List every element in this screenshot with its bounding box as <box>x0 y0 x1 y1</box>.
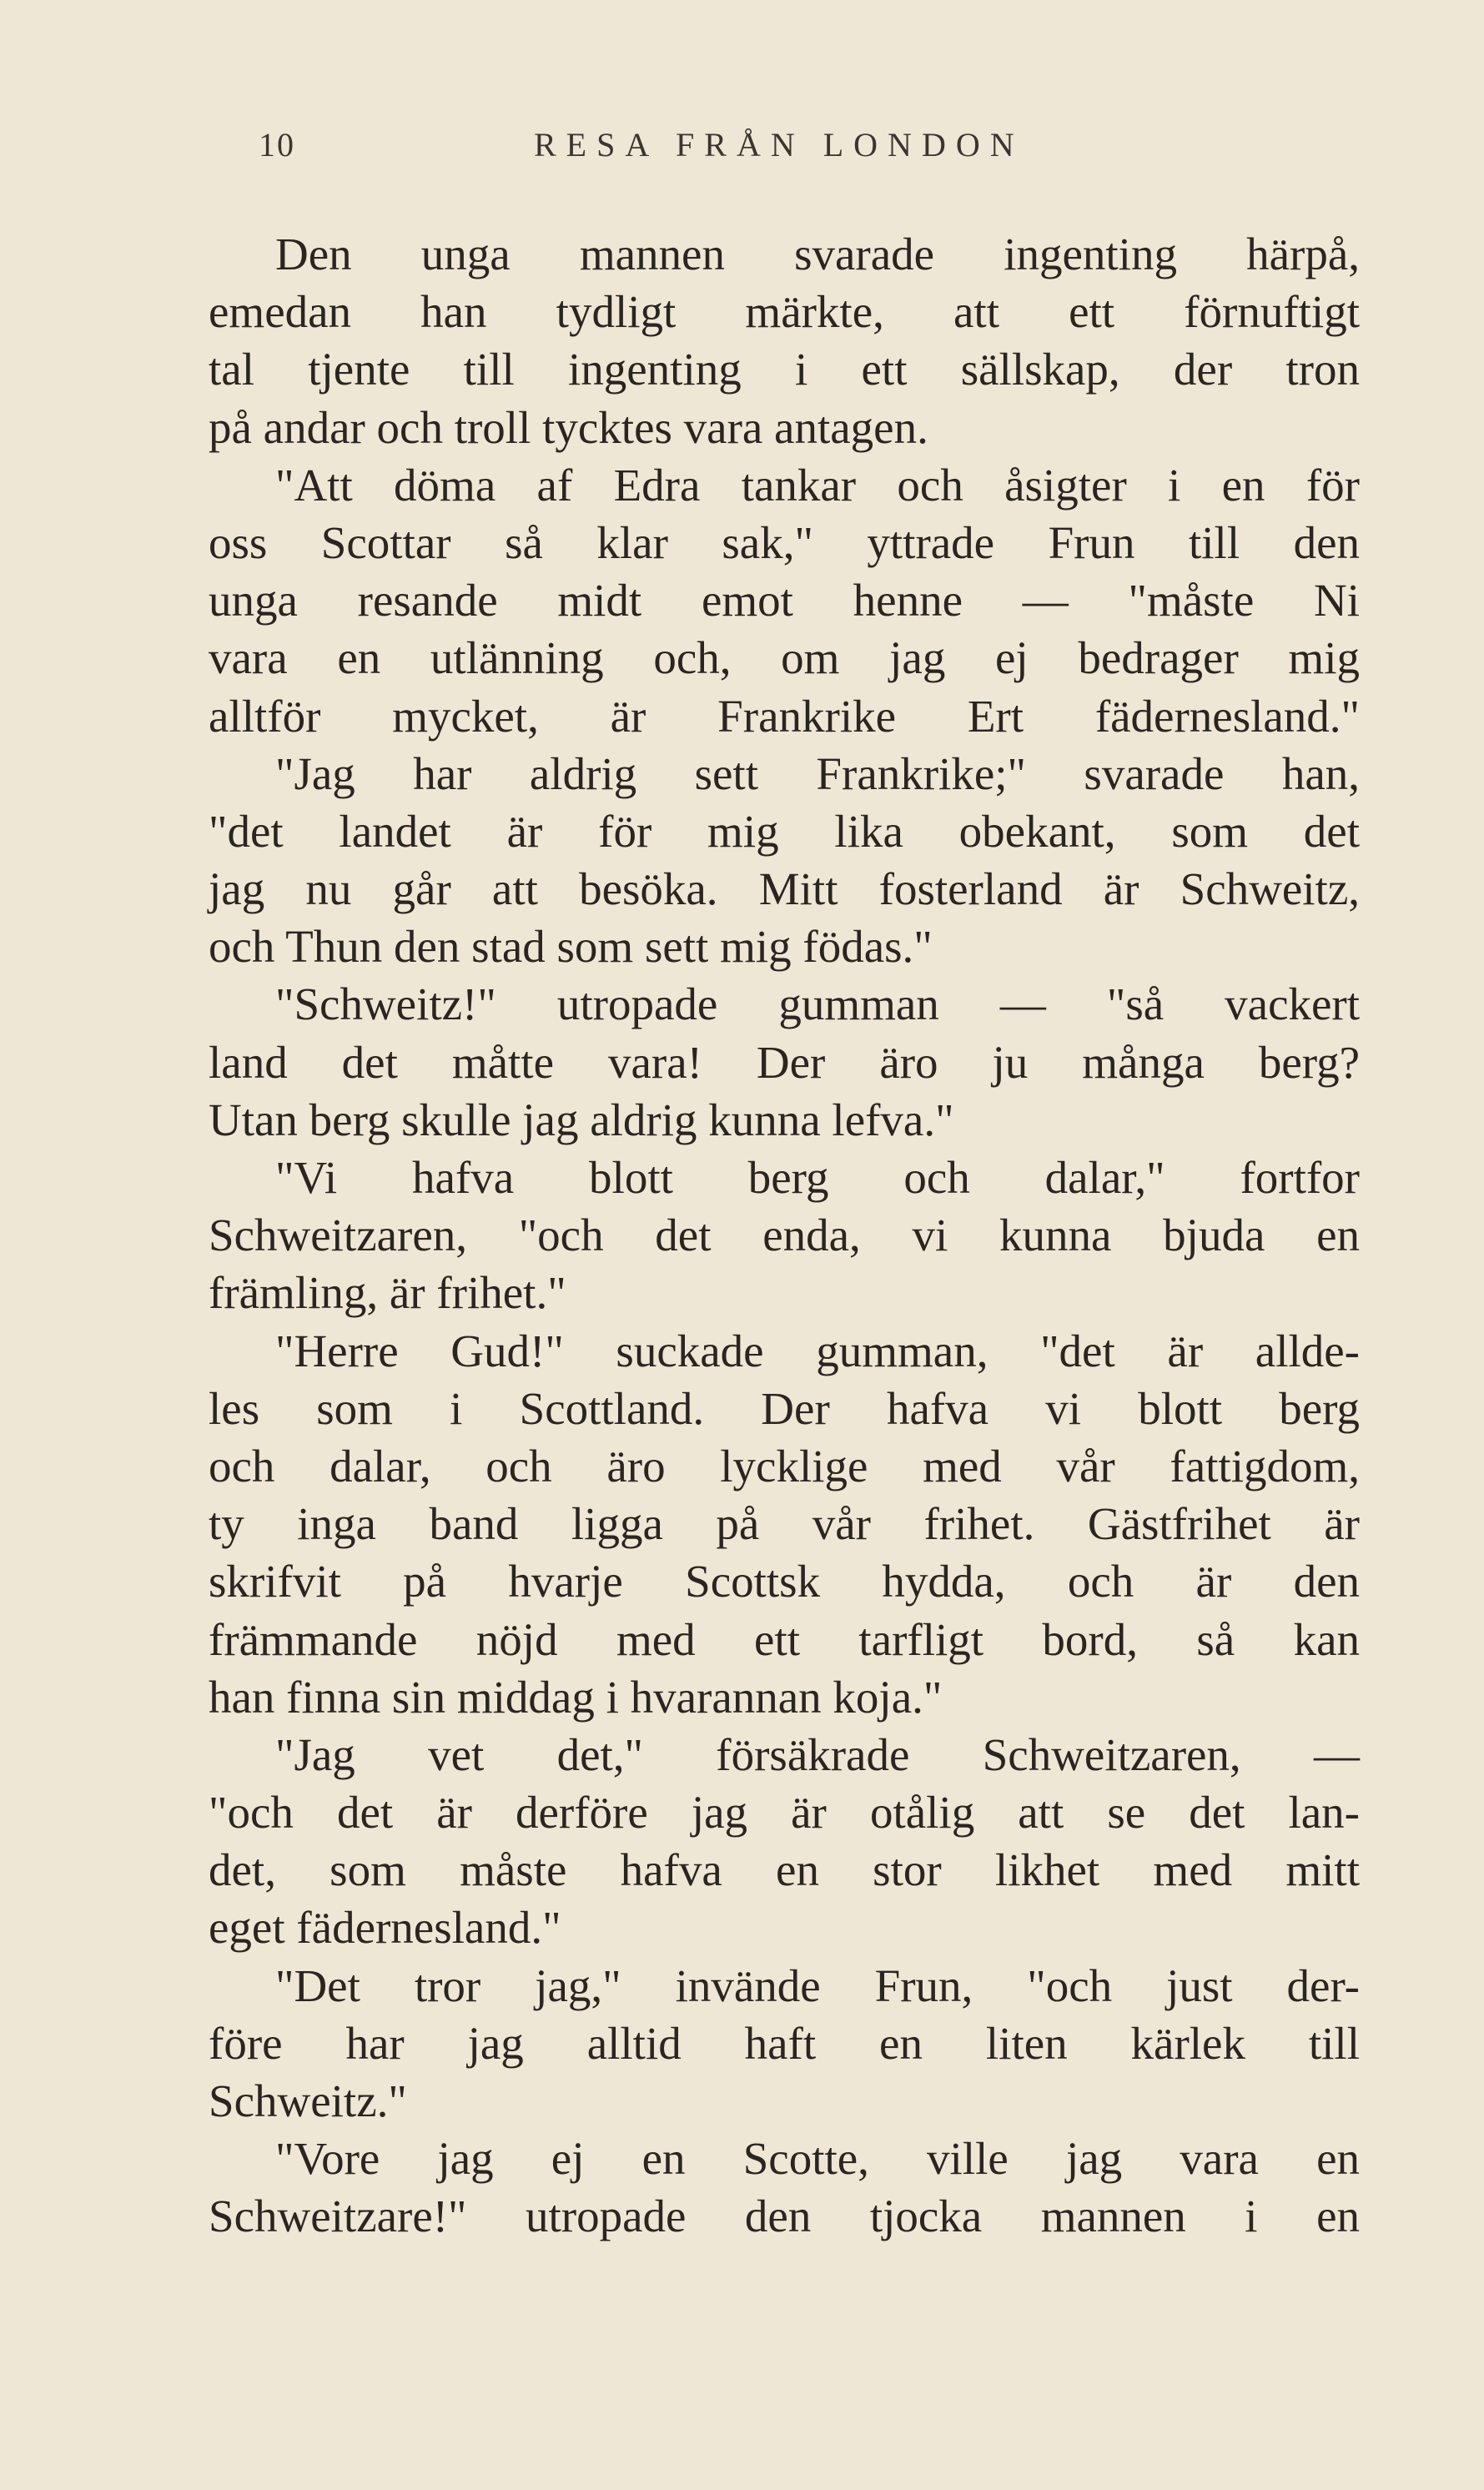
text-line: han finna sin middag i hvarannan koja." <box>209 1671 943 1723</box>
text-line: Schweitzaren, "och det enda, vi kunna bjuda en <box>209 1210 1360 1261</box>
text-line: "det landet är för mig lika obekant, som det <box>209 805 1360 857</box>
text-line: före har jag alltid haft en liten kärlek till <box>209 2017 1360 2069</box>
text-line: främling, är frihet." <box>209 1267 566 1319</box>
text-line: Utan berg skulle jag aldrig kunna lefva." <box>209 1094 954 1145</box>
page-number: 10 <box>259 126 295 163</box>
text-line: emedan han tydligt märkte, att ett förnuftigt <box>209 286 1360 338</box>
text-line: oss Scottar så klar sak," yttrade Frun till den <box>209 516 1360 568</box>
text-line: och Thun den stad som sett mig födas." <box>209 921 933 973</box>
text-line: alltför mycket, är Frankrike Ert fädernesland." <box>209 690 1360 742</box>
text-line: "Schweitz!" utropade gumman — "så vackert <box>275 978 1360 1030</box>
text-line: "Jag har aldrig sett Frankrike;" svarade han, <box>275 747 1360 799</box>
text-line: främmande nöjd med ett tarfligt bord, så kan <box>209 1613 1360 1665</box>
text-line: Schweitz." <box>209 2075 407 2126</box>
text-line: eget fädernesland." <box>209 1902 561 1954</box>
text-line: "Att döma af Edra tankar och åsigter i en för <box>275 459 1360 511</box>
text-line: unga resande midt emot henne — "måste Ni <box>209 575 1360 626</box>
text-line: "och det är derföre jag är otålig att se det lan- <box>209 1787 1360 1839</box>
text-line: ty inga band ligga på vår frihet. Gästfrihet är <box>209 1498 1360 1550</box>
text-line: jag nu går att besöka. Mitt fosterland är Schweitz, <box>209 863 1360 915</box>
text-line: tal tjente till ingenting i ett sällskap, der tron <box>209 344 1360 395</box>
text-line: det, som måste hafva en stor likhet med mitt <box>209 1844 1360 1896</box>
text-line: "Det tror jag," invände Frun, "och just der- <box>275 1959 1360 2011</box>
text-line: vara en utlänning och, om jag ej bedrager mig <box>209 632 1360 684</box>
text-line: skrifvit på hvarje Scottsk hydda, och är den <box>209 1556 1360 1607</box>
running-title: RESA FRÅN LONDON <box>534 126 1024 163</box>
text-line: och dalar, och äro lycklige med vår fattigdom, <box>209 1440 1360 1491</box>
text-line: land det måtte vara! Der äro ju många berg? <box>209 1036 1360 1088</box>
text-line: les som i Scottland. Der hafva vi blott berg <box>209 1382 1360 1434</box>
text-line: "Jag vet det," försäkrade Schweitzaren, — <box>275 1728 1360 1780</box>
text-line: "Herre Gud!" suckade gumman, "det är allde- <box>275 1325 1360 1376</box>
text-line: på andar och troll tycktes vara antagen. <box>209 401 928 453</box>
text-line: "Vore jag ej en Scotte, ville jag vara en <box>275 2133 1360 2185</box>
text-line: Schweitzare!" utropade den tjocka mannen i en <box>209 2191 1360 2242</box>
body-text <box>209 225 1360 2246</box>
text-line: Den unga mannen svarade ingenting härpå, <box>275 229 1360 279</box>
text-line: "Vi hafva blott berg och dalar," fortfor <box>275 1152 1360 1203</box>
